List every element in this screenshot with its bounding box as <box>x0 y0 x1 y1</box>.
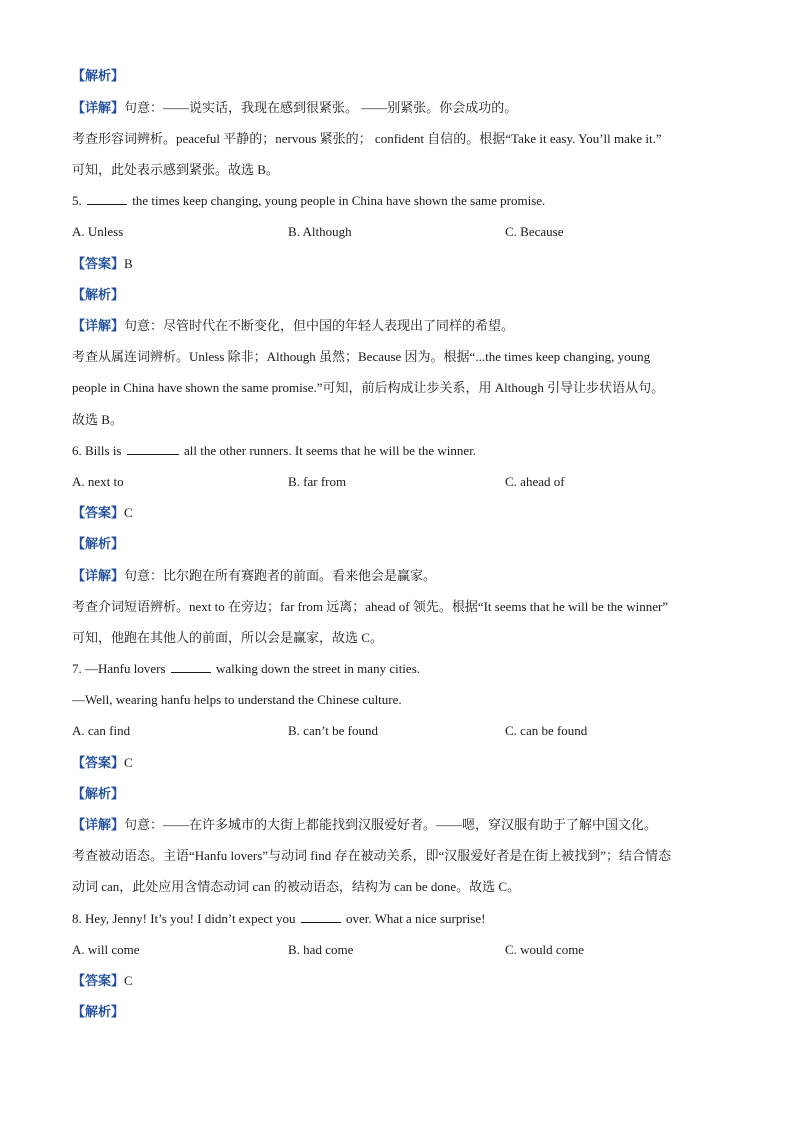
answer-line: 【答案】C <box>72 973 133 989</box>
answer-blank <box>87 193 127 205</box>
analysis-heading: 【解析】 <box>72 288 125 303</box>
option-c: C. can be found <box>505 723 588 738</box>
analysis-heading: 【解析】 <box>72 537 125 552</box>
question-6-stem: 6. Bills is all the other runners. It seems that he will be the winner. <box>72 443 477 458</box>
option-b: B. Although <box>288 224 352 239</box>
question-7-stem: 7. —Hanfu lovers walking down the street in many cities. <box>72 661 420 676</box>
answer-blank <box>301 911 341 923</box>
option-a: A. will come <box>72 942 140 957</box>
option-a: A. next to <box>72 474 124 489</box>
detail-line: 【详解】句意：尽管时代在不断变化，但中国的年轻人表现出了同样的希望。 <box>72 318 515 334</box>
explanation-line: 考查被动语态。主语“Hanfu lovers”与动词 find 存在被动关系，即“汉服爱好者是在街上被找到”；结合情态 <box>72 848 672 863</box>
detail-line: 【详解】句意：——在许多城市的大街上都能找到汉服爱好者。——嗯，穿汉服有助于了解中国文化。 <box>72 817 658 833</box>
option-b: B. had come <box>288 942 354 957</box>
detail-line: 【详解】句意：——说实话，我现在感到很紧张。 ——别紧张。你会成功的。 <box>72 100 518 116</box>
analysis-heading: 【解析】 <box>72 1005 125 1020</box>
explanation-line: 可知，此处表示感到紧张。故选 B。 <box>72 162 279 177</box>
explanation-line: 动词 can，此处应用含情态动词 can 的被动语态，结构为 can be done。故选 C。 <box>72 879 521 894</box>
explanation-line: 可知，他跑在其他人的前面，所以会是赢家，故选 C。 <box>72 630 383 645</box>
question-7-stem-line2: —Well, wearing hanfu helps to understand the Chinese culture. <box>72 692 402 707</box>
question-5-stem: 5. the times keep changing, young people in China have shown the same promise. <box>72 193 546 208</box>
explanation-line: 故选 B。 <box>72 412 123 427</box>
analysis-heading: 【解析】 <box>72 787 125 802</box>
question-8-stem: 8. Hey, Jenny! It’s you! I didn’t expect you over. What a nice surprise! <box>72 911 486 926</box>
option-a: A. Unless <box>72 224 124 239</box>
explanation-line: 考查从属连词辨析。Unless 除非；Although 虽然；Because 因为。根据“...the times keep changing, young <box>72 349 651 364</box>
answer-blank <box>127 443 179 455</box>
option-c: C. would come <box>505 942 585 957</box>
option-c: C. ahead of <box>505 474 565 489</box>
answer-line: 【答案】B <box>72 256 133 272</box>
answer-line: 【答案】C <box>72 755 133 771</box>
answer-line: 【答案】C <box>72 505 133 521</box>
option-c: C. Because <box>505 224 564 239</box>
detail-line: 【详解】句意：比尔跑在所有赛跑者的前面。看来他会是赢家。 <box>72 568 437 584</box>
explanation-line: people in China have shown the same promise.”可知，前后构成让步关系，用 Although 引导让步状语从句。 <box>72 380 665 395</box>
option-b: B. can’t be found <box>288 723 379 738</box>
answer-blank <box>171 661 211 673</box>
explanation-line: 考查形容词辨析。peaceful 平静的；nervous 紧张的； confident 自信的。根据“Take it easy. You’ll make it.” <box>72 131 662 146</box>
option-a: A. can find <box>72 723 131 738</box>
analysis-heading: 【解析】 <box>72 69 125 84</box>
option-b: B. far from <box>288 474 347 489</box>
explanation-line: 考查介词短语辨析。next to 在旁边；far from 远离；ahead of 领先。根据“It seems that he will be the winner” <box>72 599 669 614</box>
